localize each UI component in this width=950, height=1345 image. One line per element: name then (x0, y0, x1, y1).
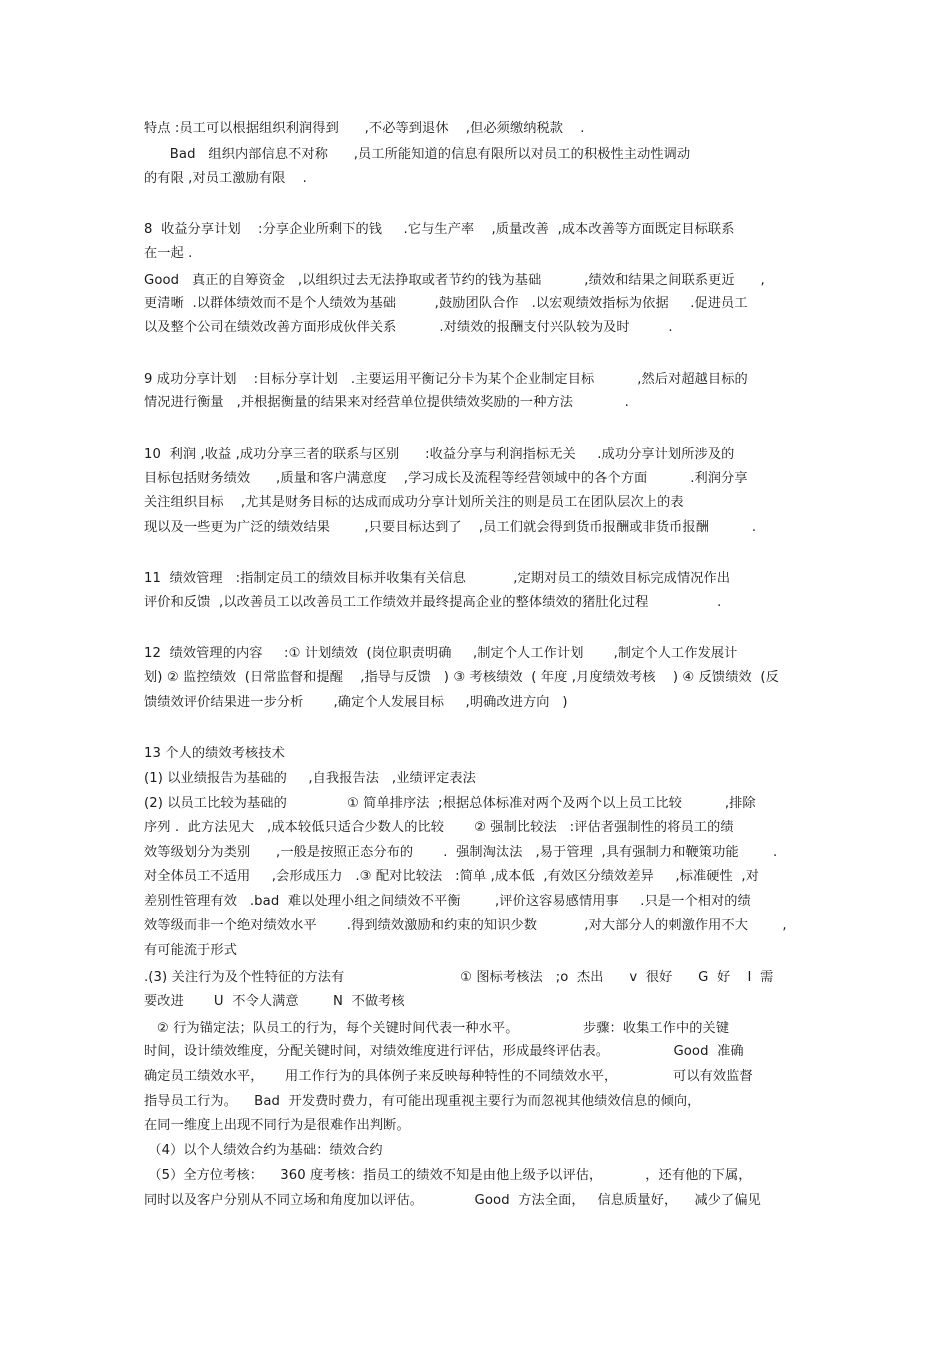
text-line: 差别性管理有效 .bad 难以处理小组之间绩效不平衡 ,评价这容易感情用事 .只是一个相对的绩 (144, 894, 751, 909)
text-line: 馈绩效评价结果进一步分析 ,确定个人发展目标 ,明确改进方向 ) (144, 695, 568, 710)
text-line: 要改进 U 不令人满意 N 不做考核 (144, 994, 405, 1009)
text-line: 10 利润 ,收益 ,成功分享三者的联系与区别 :收益分享与利润指标无关 .成功分享计划所涉及的 (144, 447, 735, 462)
text-line: 划) ② 监控绩效 (日常监督和提醒 ,指导与反馈 ) ③ 考核绩效 ( 年度 ,月度绩效考核 ) ④ 反馈绩效 (反 (144, 670, 779, 685)
text-line: 确定员工绩效水平， 用工作行为的具体例子来反映每种特性的不同绩效水平， 可以有效监督 (144, 1069, 753, 1084)
text-line: (1) 以业绩报告为基础的 ,自我报告法 ,业绩评定表法 (144, 771, 476, 786)
text-line: 评价和反馈 ,以改善员工以改善员工工作绩效并最终提高企业的整体绩效的猪肚化过程 . (144, 595, 722, 610)
text-line: Good 真正的自筹资金 ,以组织过去无法挣取或者节约的钱为基础 ,绩效和结果之间联系更近 , (144, 273, 765, 288)
text-line: .(3) 关注行为及个性特征的方法有 ① 图标考核法 ;o 杰出 v 很好 G 好 I 需 (144, 970, 774, 985)
text-line: 在一起 . (144, 246, 193, 261)
text-line: 9 成功分享计划 :目标分享计划 .主要运用平衡记分卡为某个企业制定目标 ,然后对超越目标的 (144, 372, 748, 387)
text-line: 8 收益分享计划 :分享企业所剩下的钱 .它与生产率 ,质量改善 ,成本改善等方面既定目标联系 (144, 222, 735, 237)
text-line: 在同一维度上出现不同行为是很难作出判断。 (144, 1118, 410, 1133)
text-line: （5）全方位考核： 360 度考核：指员工的绩效不知是由他上级予以评估， ，还有他的下属， (144, 1168, 752, 1183)
text-line: 同时以及客户分别从不同立场和角度加以评估。 Good 方法全面， 信息质量好， 减少了偏见 (144, 1193, 761, 1208)
text-line: （4）以个人绩效合约为基础：绩效合约 (144, 1143, 383, 1158)
text-line: 时间，设计绩效维度，分配关键时间，对绩效维度进行评估，形成最终评估表。 Good 准确 (144, 1044, 744, 1059)
text-line: 有可能流于形式 (144, 943, 238, 958)
text-line: 特点 :员工可以根据组织利润得到 ,不必等到退休 ,但必须缴纳税款 . (144, 121, 585, 136)
text-line: 效等级而非一个绝对绩效水平 .得到绩效激励和约束的知识少数 ,对大部分人的刺激作用不大 , (144, 918, 787, 933)
text-line: 更清晰 .以群体绩效而不是个人绩效为基础 ,鼓励团队合作 .以宏观绩效指标为依据 .促进员工 (144, 296, 748, 311)
text-line: 目标包括财务绩效 ,质量和客户满意度 ,学习成长及流程等经营领域中的各个方面 .利润分享 (144, 471, 748, 486)
text-line: 指导员工行为。 Bad 开发费时费力，有可能出现重视主要行为而忽视其他绩效信息的倾向， (144, 1094, 701, 1109)
text-line: Bad 组织内部信息不对称 ,员工所能知道的信息有限所以对员工的积极性主动性调动 (144, 147, 691, 162)
text-line: 以及整个公司在绩效改善方面形成伙伴关系 .对绩效的报酬支付兴队较为及时 . (144, 320, 673, 335)
text-line: ② 行为锚定法；队员工的行为，每个关键时间代表一种水平。 步骤：收集工作中的关键 (144, 1021, 730, 1036)
text-line: 11 绩效管理 :指制定员工的绩效目标并收集有关信息 ,定期对员工的绩效目标完成情况作出 (144, 571, 731, 586)
text-line: 关注组织目标 ,尤其是财务目标的达成而成功分享计划所关注的则是员工在团队层次上的表 (144, 495, 684, 510)
text-line: 效等级划分为类别 ,一般是按照正态分布的 . 强制淘汰法 ,易于管理 ,具有强制力和鞭策功能 . (144, 845, 778, 860)
text-line: (2) 以员工比较为基础的 ① 简单排序法 ;根据总体标准对两个及两个以上员工比较 ,排除 (144, 796, 756, 811)
text-line: 13 个人的绩效考核技术 (144, 746, 285, 761)
text-line: 12 绩效管理的内容 :① 计划绩效 (岗位职责明确 ,制定个人工作计划 ,制定个人工作发展计 (144, 646, 738, 661)
text-line: 序列 . 此方法见大 ,成本较低只适合少数人的比较 ② 强制比较法 :评估者强制性的将员工的绩 (144, 820, 734, 835)
text-line: 对全体员工不适用 ,会形成压力 .③ 配对比较法 :简单 ,成本低 ,有效区分绩效差异 ,标准硬性 ,对 (144, 869, 759, 884)
text-line: 的有限 ,对员工激励有限 . (144, 171, 307, 186)
text-line: 情况进行衡量 ,并根据衡量的结果来对经营单位提供绩效奖励的一种方法 . (144, 395, 629, 410)
text-line: 现以及一些更为广泛的绩效结果 ,只要目标达到了 ,员工们就会得到货币报酬或非货币报酬 . (144, 520, 757, 535)
